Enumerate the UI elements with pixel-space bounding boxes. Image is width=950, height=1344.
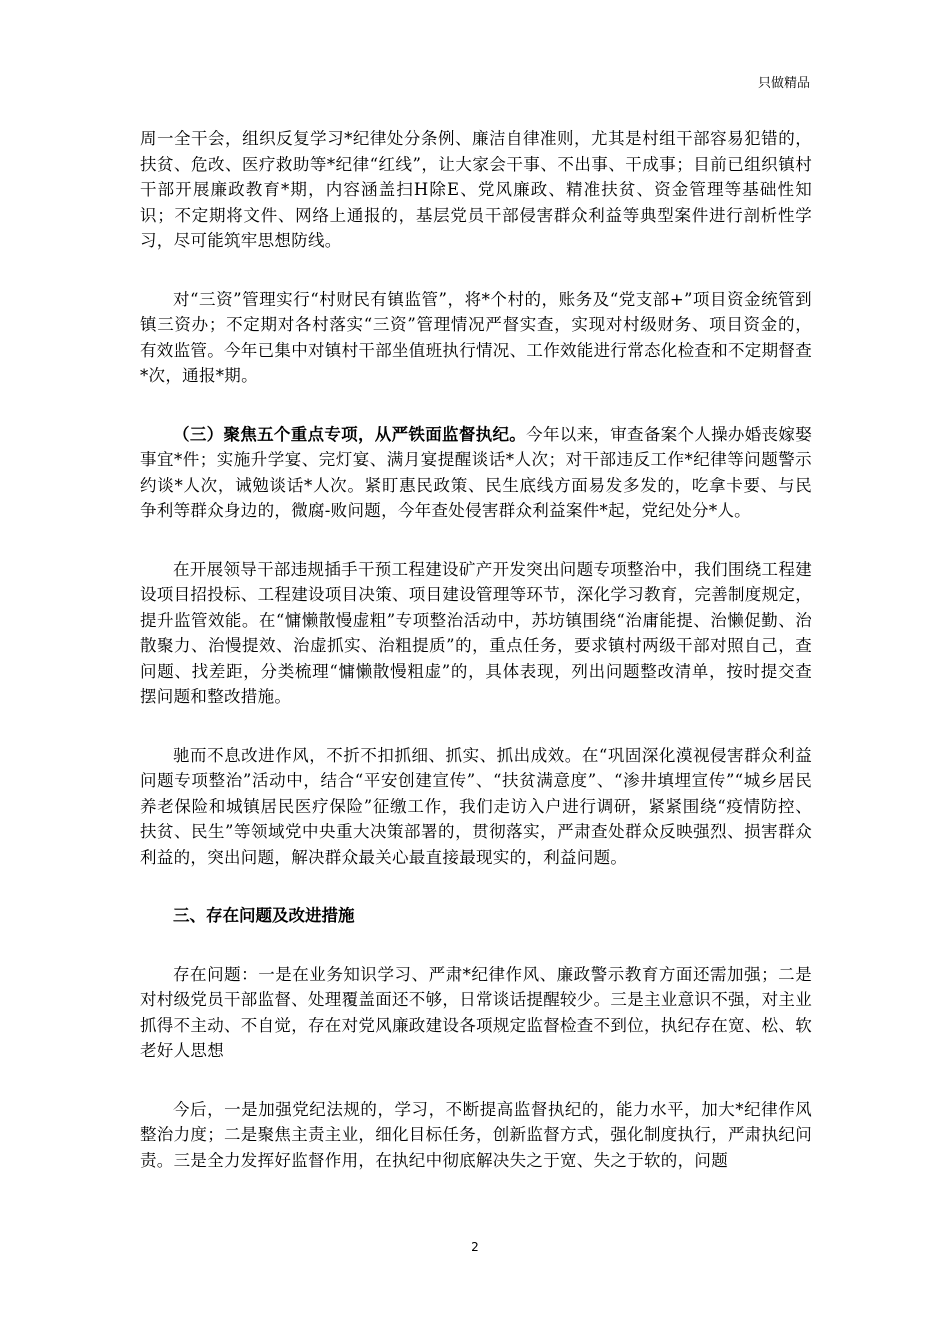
document-body bbox=[140, 126, 812, 1206]
section-heading-three: 三、存在问题及改进措施 bbox=[173, 906, 355, 925]
header-label: 只做精品 bbox=[757, 76, 810, 91]
paragraph-3 bbox=[140, 422, 812, 524]
paragraph-5: 驰而不息改进作风，不折不扣抓细、抓实、抓出成效。在“巩固深化漠视侵害群众利益问题专项整治”活动中，结合“平安创建宣传”、“扶贫满意度”、“渗井填埋宣传”“城乡居民养老保险和城镇居民医疗保险”征缴工作，我们走访入户进行调研，紧紧围绕“疫情防控、扶贫、民生”等领域党中央重大决策部署的，贯彻落实，严肃查处群众反映强烈、损害群众利益的，突出问题，解决群众最关心最直接最现实的，利益问题。 bbox=[140, 745, 812, 867]
paragraph-4: 在开展领导干部违规插手干预工程建设矿产开发突出问题专项整治中，我们围绕工程建设项目招投标、工程建设项目决策、项目建设管理等环节，深化学习教育，完善制度规定，提升监管效能。在“慵懒散慢虚粗”专项整治活动中，苏坊镇围绕“治庸能提、治懒促勤、治散聚力、治慢提效、治虚抓实、治粗提质”的，重点任务，要求镇村两级干部对照自己，查问题、找差距，分类梳理“慵懒散慢粗虚”的，具体表现，列出问题整改清单，按时提交查摆问题和整改措施。 bbox=[140, 559, 812, 706]
section-heading-3-inline: （三）聚焦五个重点专项，从严铁面监督执纪。 bbox=[173, 424, 527, 444]
paragraph-3-body: 今年以来，审查备案个人操办婚丧嫁娶事宜*件；实施升学宴、完灯宴、满月宴提醒谈话*人次；对干部违反工作*纪律等问题警示约谈*人次，诫勉谈话*人次。紧盯惠民政策、民生底线方面易发多发的，吃拿卡要、与民争利等群众身边的，微腐-败问题，今年查处侵害群众利益案件*起，党纪处分*人。 bbox=[140, 424, 812, 520]
paragraph-7: 今后，一是加强党纪法规的，学习，不断提高监督执纪的，能力水平，加大*纪律作风整治力度；二是聚焦主责主业，细化目标任务，创新监督方式，强化制度执行，严肃执纪问责。三是全力发挥好监督作用，在执纪中彻底解决失之于宽、失之于软的，问题 bbox=[140, 1099, 812, 1170]
paragraph-2: 对“三资”管理实行“村财民有镇监管”，将*个村的，账务及“党支部+”项目资金统管到镇三资办；不定期对各村落实“三资”管理情况严督实查，实现对村级财务、项目资金的，有效监管。今年已集中对镇村干部坐值班执行情况、工作效能进行常态化检查和不定期督查*次，通报*期。 bbox=[140, 289, 812, 385]
paragraph-1: 周一全干会，组织反复学习*纪律处分条例、廉洁自律准则，尤其是村组干部容易犯错的，扶贫、危改、医疗救助等*纪律“红线”，让大家会干事、不出事、干成事；目前已组织镇村干部开展廉政教育*期，内容涵盖扫H除E、党风廉政、精准扶贫、资金管理等基础性知识；不定期将文件、网络上通报的，基层党员干部侵害群众利益等典型案件进行剖析性学习，尽可能筑牢思想防线。 bbox=[140, 129, 812, 250]
paragraph-6: 存在问题：一是在业务知识学习、严肃*纪律作风、廉政警示教育方面还需加强；二是对村级党员干部监督、处理覆盖面还不够，日常谈话提醒较少。三是主业意识不强，对主业抓得不主动、不自觉，存在对党风廉政建设各项规定监督检查不到位，执纪存在宽、松、软老好人思想 bbox=[140, 964, 812, 1060]
page-number: 2 bbox=[471, 1240, 479, 1254]
